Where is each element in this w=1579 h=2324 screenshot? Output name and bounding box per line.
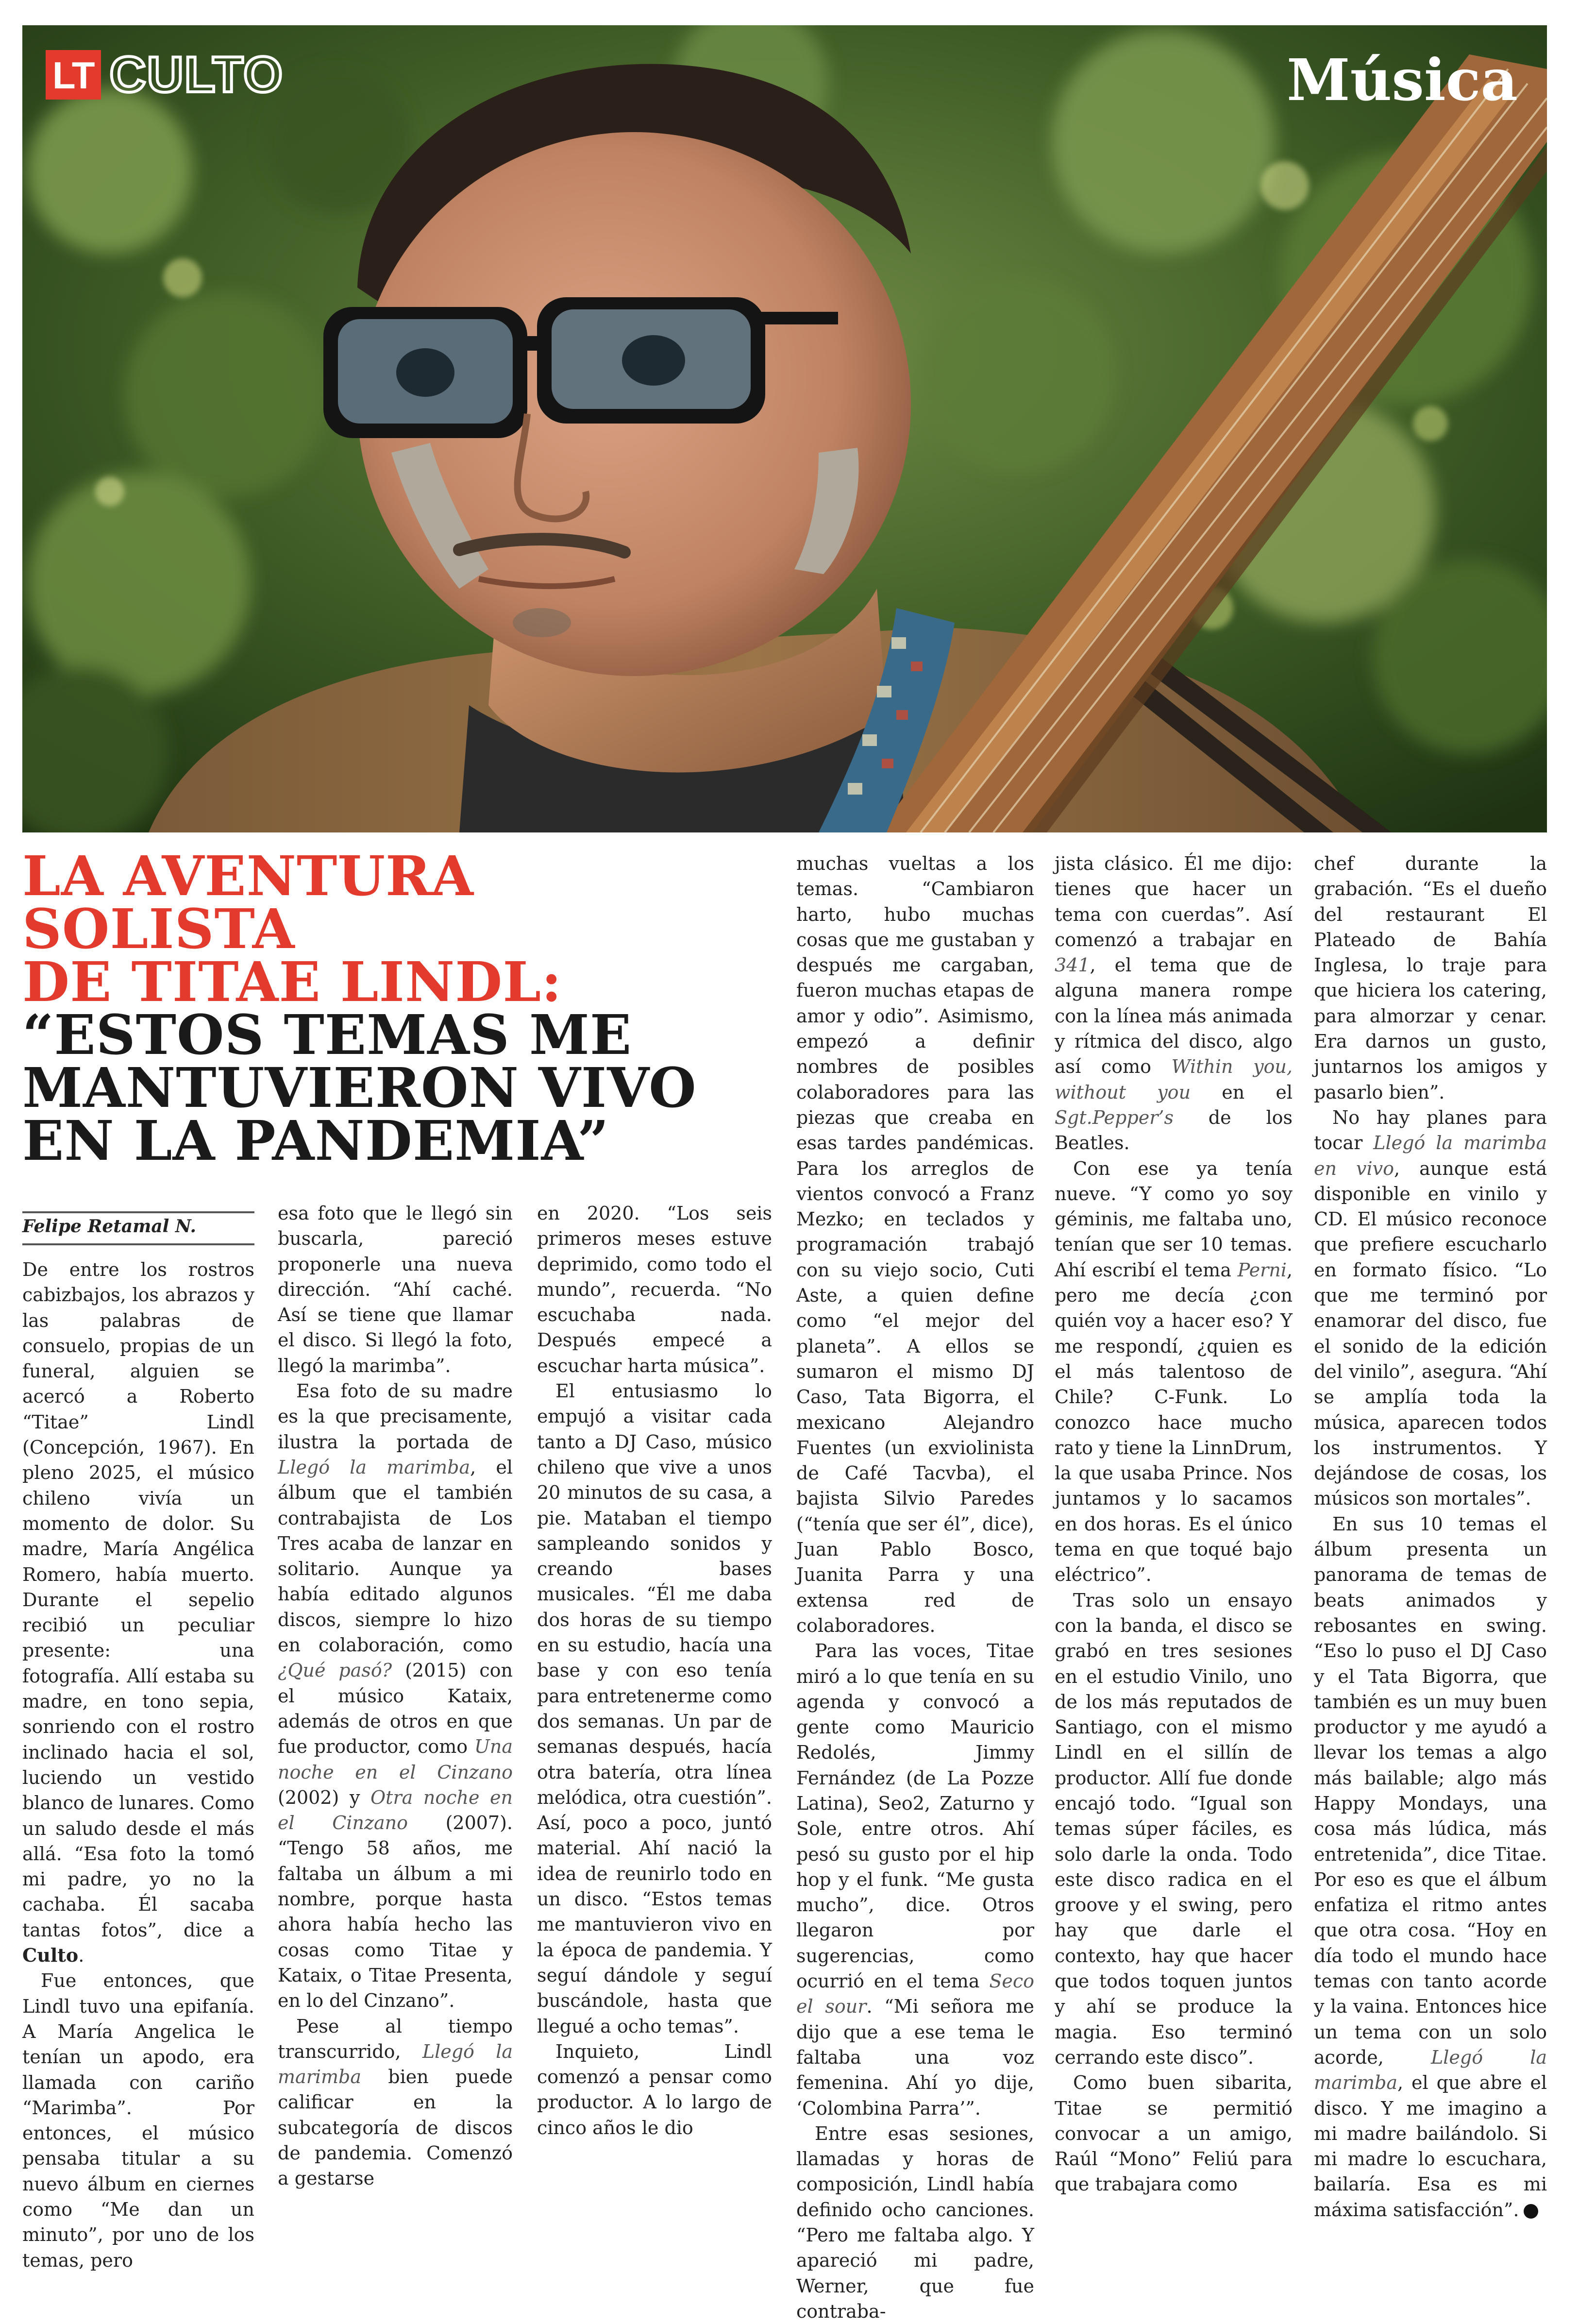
paragraph <box>796 1638 1034 2121</box>
paragraph-text: , pero me decía ¿con quién voy a hacer eso? Y me respondí, ¿quien es el más talentoso de Chile? C-Funk. Lo conozco hace mucho rato y tiene la LinnDrum, la que usaba Prince. Nos juntamos y lo sacamos en dos horas. Es el único tema en que toqué bajo eléctrico”. <box>1055 1259 1293 1586</box>
song-title: Within you, without you <box>1055 1056 1293 1103</box>
paragraph-text: , el que abre el disco. Y me imagino a mi madre bailándolo. Si mi madre lo escuchara, bailaría. Esa es mi máxima satisfacción”. <box>1314 2072 1547 2221</box>
paragraph-text: Para las voces, Titae miró a lo que tenía en su agenda y convocó a gente como Mauricio Redolés, Jimmy Fernández (de La Pozze Latina), Seo2, Zaturno y Sole, entre otros. Ahí pesó su gusto por el hip hop y el funk. “Me gusta mucho”, dice. Otros llegaron por sugerencias, como ocurrió en el tema <box>796 1640 1034 1992</box>
paragraph-text: (2002) y <box>278 1786 371 1808</box>
headline-black-line-1: “ESTOS TEMAS ME <box>22 1003 632 1067</box>
song-title: Seco el sour <box>796 1970 1034 2018</box>
headline-red-line-2: DE TITAE LINDL: <box>22 950 562 1014</box>
paragraph: Fue entonces, que Lindl tuvo una epifanía. A María Angelica le tenían un apodo, era llamada con cariño “Marimba”. Por entonces, el músico pensaba titular a su nuevo álbum en ciernes como “Me dan un minuto”, por uno de los temas, pero <box>22 1970 254 2271</box>
paragraph: esa foto que le llegó sin buscarla, pareció proponerle una nueva dirección. “Ahí caché. Así se tiene que llamar el disco. Si llegó la foto, llegó la marimba”. <box>278 1203 513 1376</box>
paragraph-text: de los Beatles. <box>1055 1106 1293 1154</box>
paragraph: El entusiasmo lo empujó a visitar cada tanto a DJ Caso, músico chileno que vive a unos 20 minutos de su casa, a pie. Mataban el tiempo sampleando sonidos y creando bases musicales. “Él me daba dos horas de su tiempo en su estudio, hacía una base y con eso tenía para entretenerme como dos semanas. Un par de semanas después, hacía otra batería, otra línea melódica, otra cuestión”. Así, poco a poco, juntó material. Ahí nació la idea de reunirlo todo en un disco. “Estos temas me mantuvieron vivo en la época de pandemia. Y seguí dándole y seguí buscándole, hasta que llegué a ocho temas”. <box>537 1380 772 2037</box>
paragraph: Tras solo un ensayo con la banda, el disco se grabó en tres sesiones en el estudio Vinilo, uno de los más reputados de Santiago, con el mismo Lindl en el sillín de productor. Allí fue donde encajó todo. “Igual son temas súper fáciles, es solo darle la onda. Todo este disco radica en el groove y el swing, pero hay que darle el contexto, hay que hacer que todos toquen juntos y ahí se produce la magia. Eso terminó cerrando este disco”. <box>1055 1589 1293 2068</box>
album-title: Sgt.Pepper’s <box>1055 1106 1174 1128</box>
album-title: Otra noche en el Cinzano <box>278 1786 513 1834</box>
culto-mention: Culto <box>22 1944 79 1967</box>
paragraph <box>1055 1156 1293 1588</box>
paragraph-text: En sus 10 temas el álbum presenta un panorama de temas de beats animados y rebosantes en swing. “Eso lo puso el DJ Caso y el Tata Bigorra, que también es un muy buen productor y me ayudó a llevar los temas a algo más bailable; algo más Happy Mondays, una cosa más lúdica, más entretenida”, dice Titae. Por eso es que el álbum enfatiza el ritmo antes que otra cosa. “Hoy en día todo el mundo hace temas con tanto acorde y la vaina. Entonces hice un tema con un solo acorde, <box>1314 1513 1547 2068</box>
song-title: Perni <box>1237 1259 1287 1281</box>
headline-red-line-1: LA AVENTURA SOLISTA <box>22 845 474 961</box>
paragraph: Entre esas sesiones, llamadas y horas de composición, Lindl había definido ocho canciones. “Pero me faltaba algo. Y apareció mi padre, Werner, que fue contraba- <box>796 2122 1034 2322</box>
paragraph <box>278 2014 513 2191</box>
album-title: Llegó la marimba <box>278 1456 470 1478</box>
paragraph <box>22 1257 254 1968</box>
headline-black-line-2: MANTUVIERON VIVO <box>22 1056 697 1120</box>
paragraph-text: . <box>78 1945 84 1967</box>
column-3 <box>537 1201 772 2140</box>
album-title: Llegó la marimba en vivo <box>1314 1132 1547 1179</box>
paragraph-text: , aunque está disponible en vinilo y CD. El músico reconoce que prefiere escucharlo en formato físico. “Lo que me terminó por enamorar del disco, fue el sonido de la edición del vinilo”, asegura. “Ahí se amplía toda la música, aparecen todos los instrumentos. Y dejándose de cosas, los músicos son mortales”. <box>1314 1157 1547 1510</box>
byline-rule-top <box>22 1211 254 1213</box>
paragraph-text: (2015) con el músico Kataix, además de otros en que fue productor, como <box>278 1660 513 1758</box>
photo-illustration <box>22 25 1547 832</box>
album-title: ¿Qué pasó? <box>278 1660 392 1681</box>
paragraph-text: bien puede calificar en la subcategoría de discos de pandemia. Comenzó a gestarse <box>278 2066 513 2189</box>
paragraph <box>1055 851 1293 1156</box>
paragraph-text: De entre los rostros cabizbajos, los abrazos y las palabras de consuelo, propias de un funeral, alguien se acercó a Roberto “Titae” Lindl (Concepción, 1967). En pleno 2025, el músico chileno vivía un momento de dolor. Su madre, María Angélica Romero, había muerto. Durante el sepelio recibió un peculiar presente: una fotografía. Allí estaba su madre, en tono sepia, sonriendo con el rostro inclinado hacia el sol, luciendo un vestido blanco de lunares. Como un saludo desde el más allá. “Esa foto la tomó mi padre, yo no la cachaba. Él sacaba tantas fotos”, dice a <box>22 1259 254 1941</box>
album-title: Llegó la marimba <box>278 2040 513 2088</box>
paragraph-text: , el álbum que el también contrabajista de Los Tres acaba de lanzar en solitario. Aunque ya había editado algunos discos, siempre lo hizo en colaboración, como <box>278 1456 513 1656</box>
paragraph: chef durante la grabación. “Es el dueño del restaurant El Plateado de Bahía Inglesa, lo traje para que hiciera los catering, para almorzar y cenar. Era darnos un gusto, juntarnos los amigos y pasarlo bien”. <box>1314 853 1547 1103</box>
paragraph <box>1314 1105 1547 1511</box>
column-5 <box>1055 851 1293 2197</box>
column-1 <box>22 1257 254 2273</box>
paragraph: muchas vueltas a los temas. “Cambiaron harto, hubo muchas cosas que me gustaban y después me cargaban, fueron muchas etapas de amor y odio”. Asimismo, empezó a definir nombres de posibles colaboradores para las piezas que creaba en esas tardes pandémicas. Para los arreglos de vientos convocó a Franz Mezko; en teclados y programación trabajó con su viejo socio, Cuti Aste, a quien define como “el mejor del planeta”. A ellos se sumaron el mismo DJ Caso, Tata Bigorra, el mexicano Alejandro Fuentes (un exviolinista de Café Tacvba), el bajista Silvio Paredes (“tenía que ser él”, dice), Juan Pablo Bosco, Juanita Parra y una extensa red de colaboradores. <box>796 853 1034 1636</box>
byline-rule-bottom <box>22 1243 254 1245</box>
paragraph-text: , el tema que de alguna manera rompe con la línea más animada y rítmica del disco, algo así como <box>1055 954 1293 1078</box>
brand-logo <box>46 47 284 103</box>
song-title: Llegó la marimba <box>1314 2046 1547 2094</box>
headline <box>22 845 760 1173</box>
paragraph-text: (2007). “Tengo 58 años, me faltaba un álbum a mi nombre, porque hasta ahora había hecho las cosas como Titae y Kataix, o Titae Presenta, en lo del Cinzano”. <box>278 1812 513 2012</box>
paragraph-text: . “Mi señora me dijo que a ese tema le faltaba una voz femenina. Ahí yo dije, ‘Colombina Parra’”. <box>796 1996 1034 2119</box>
paragraph <box>1314 1511 1547 2222</box>
paragraph-text: No hay planes para tocar <box>1314 1106 1547 1154</box>
hero-photo <box>22 25 1547 832</box>
paragraph <box>278 1378 513 2013</box>
paragraph-text: Esa foto de su madre es la que precisamente, ilustra la portada de <box>278 1380 513 1453</box>
paragraph-text: Pese al tiempo transcurrido, <box>278 2015 513 2062</box>
column-2 <box>278 1201 513 2191</box>
paragraph-text: jista clásico. Él me dijo: tienes que hacer un tema con cuerdas”. Así comenzó a trabajar en <box>1055 853 1293 950</box>
paragraph: Como buen sibarita, Titae se permitió convocar a un amigo, Raúl “Mono” Feliú para que trabajara como <box>1055 2072 1293 2195</box>
byline: Felipe Retamal N. <box>22 1216 196 1237</box>
paragraph-text: Con ese ya tenía nueve. “Y como yo soy géminis, me faltaba uno, tenían que ser 10 temas. Ahí escribí el tema <box>1055 1157 1293 1281</box>
column-6 <box>1314 851 1547 2222</box>
album-title: Una noche en el Cinzano <box>278 1736 513 1783</box>
song-title: 341 <box>1055 954 1090 976</box>
end-of-article-icon <box>1524 2204 1538 2219</box>
headline-black-line-3: EN LA PANDEMIA” <box>22 1109 609 1173</box>
paragraph: Inquieto, Lindl comenzó a pensar como productor. A lo largo de cinco años le dio <box>537 2040 772 2138</box>
paragraph: en 2020. “Los seis primeros meses estuve deprimido, como todo el mundo”, recuerda. “No escuchaba nada. Después empecé a escuchar harta música”. <box>537 1203 772 1376</box>
paragraph-text: en el <box>1191 1081 1293 1103</box>
column-4 <box>796 851 1034 2324</box>
section-label: Música <box>1287 46 1518 114</box>
brand-lt-badge: LT <box>46 50 101 100</box>
brand-name: CULTO <box>109 47 284 103</box>
